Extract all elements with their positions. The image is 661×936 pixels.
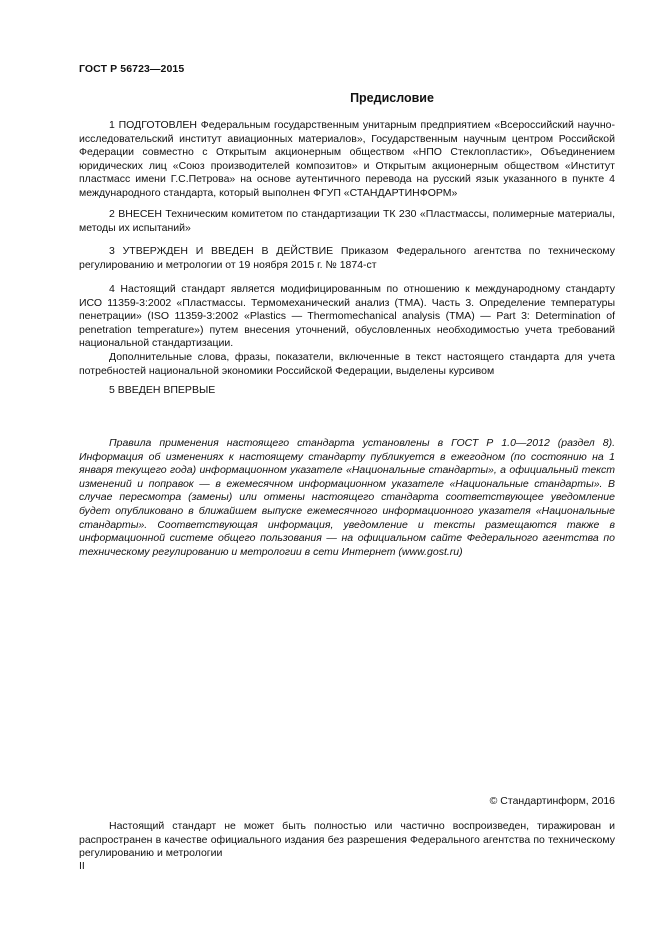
preface-title: Предисловие: [350, 91, 434, 105]
preface-item-4-paragraph-1: 4 Настоящий стандарт является модифицированным по отношению к международному стандарту ИСО 11359-3:2002 «Пластмассы. Термомеханический анализ (ТМА). Часть 3. Определение температуры пенетрации» (ISO 11359-3:2002 «Plastics — Thermomechanical analysis (TMA) — Part 3: Determination of penetration temperature») путем внесения уточнений, обусловленных необходимостью учета требований национальной стандартизации.: [79, 283, 615, 350]
preface-title-row: [0, 91, 617, 105]
preface-item-2: 2 ВНЕСЕН Техническим комитетом по стандартизации ТК 230 «Пластмассы, полимерные материалы, методы их испытаний»: [79, 208, 615, 234]
page-number: II: [79, 860, 85, 872]
application-rules-notice: Правила применения настоящего стандарта установлены в ГОСТ Р 1.0—2012 (раздел 8). Информация об изменениях к настоящему стандарту публикуется в ежегодном (по состоянию на 1 января текущего года) информационном указателе «Национальные стандарты», а официальный текст изменений и поправок — в ежемесячном информационном указателе «Национальные стандарты». В случае пересмотра (замены) или отмены настоящего стандарта соответствующее уведомление будет опубликовано в ближайшем выпуске ежемесячного информационного указателя «Национальные стандарты». Соответствующая информация, уведомление и тексты размещаются также в информационной системе общего пользования — на официальном сайте Федерального агентства по техническому регулированию и метрологии в сети Интернет (www.gost.ru): [79, 437, 615, 558]
copyright-line: © Стандартинформ, 2016: [489, 795, 615, 807]
preface-item-5: 5 ВВЕДЕН ВПЕРВЫЕ: [109, 384, 216, 396]
standard-code: ГОСТ Р 56723—2015: [79, 63, 185, 75]
preface-item-4: [79, 283, 615, 378]
preface-item-3: 3 УТВЕРЖДЕН И ВВЕДЕН В ДЕЙСТВИЕ Приказом Федерального агентства по техническому регулированию и метрологии от 19 ноября 2015 г. № 1874-ст: [79, 245, 615, 271]
preface-item-1: 1 ПОДГОТОВЛЕН Федеральным государственным унитарным предприятием «Всероссийский научно-исследовательский институт авиационных материалов», Государственным научным центром Российской Федерации совместно с Открытым акционерным обществом «НПО Стеклопластик», Объединением юридических лиц «Союз производителей композитов» и Открытым акционерным обществом «Институт пластмасс имени Г.С.Петрова» на основе аутентичного перевода на русский язык указанного в пункте 4 международного стандарта, который выполнен ФГУП «СТАНДАРТИНФОРМ»: [79, 119, 615, 199]
reproduction-notice: Настоящий стандарт не может быть полностью или частично воспроизведен, тиражирован и распространен в качестве официального издания без разрешения Федерального агентства по техническому регулированию и метрологии: [79, 820, 615, 860]
preface-item-4-paragraph-2: Дополнительные слова, фразы, показатели, включенные в текст настоящего стандарта для учета потребностей национальной экономики Российской Федерации, выделены курсивом: [79, 350, 615, 377]
